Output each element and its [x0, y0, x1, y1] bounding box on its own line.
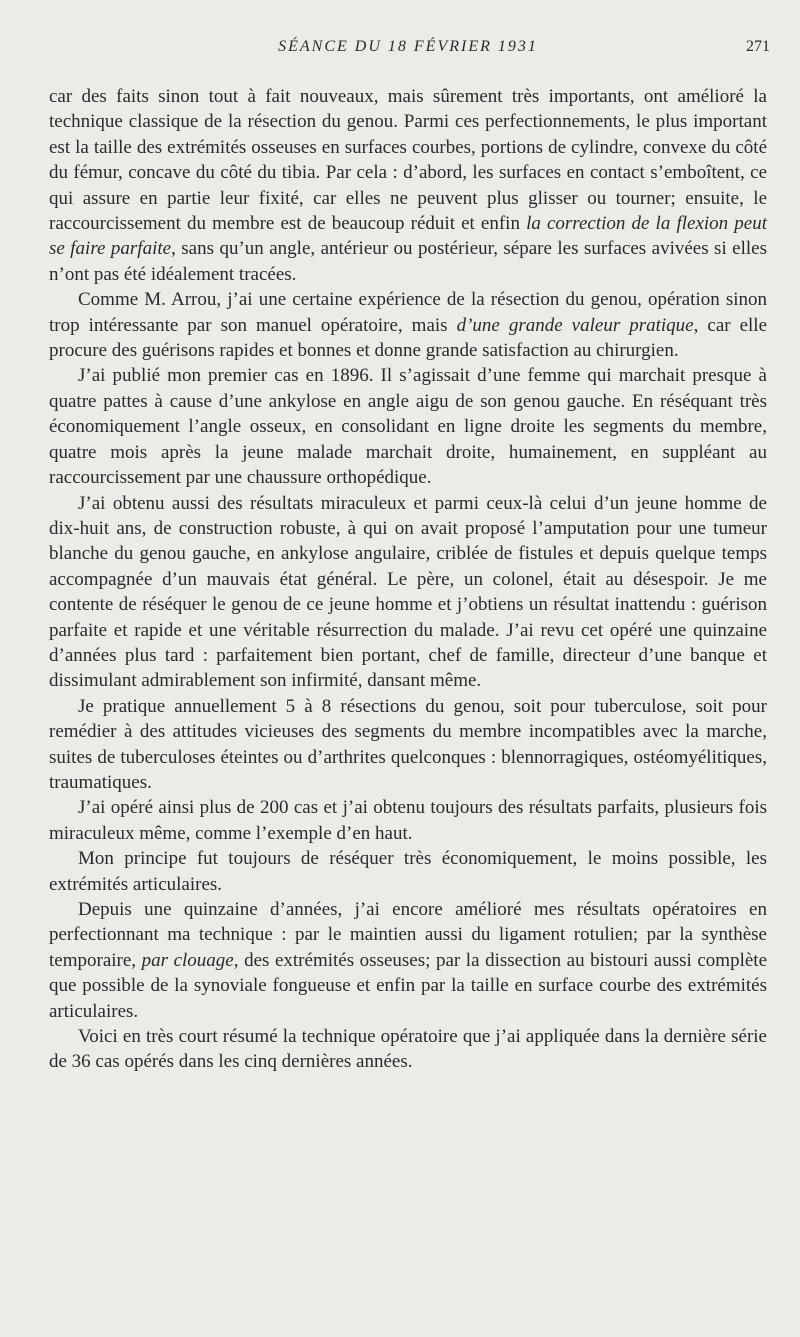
- paragraph: J’ai obtenu aussi des résultats miraculeux et parmi ceux-là celui d’un jeune homme de dix-huit ans, de construction robuste, à qui on avait proposé l’amputation pour une tumeur blanche du genou gauche, en ankylose angulaire, criblée de fistules et depuis quelque temps accompagnée d’un mauvais état général. Le père, un colonel, était au désespoir. Je me contente de réséquer le genou de ce jeune homme et j’obtiens un résultat inattendu : guérison parfaite et rapide et une véritable résurrection du malade. J’ai revu cet opéré une quinzaine d’années plus tard : parfaitement bien portant, chef de famille, directeur d’une banque et dissimulant admirablement son infirmité, dansant même.: [49, 492, 767, 692]
- paragraph: Mon principe fut toujours de réséquer très économiquement, le moins possible, les extrémités articulaires.: [49, 848, 767, 895]
- page-header: [48, 38, 768, 64]
- paragraph: Je pratique annuellement 5 à 8 résections du genou, soit pour tuberculose, soit pour remédier à des attitudes vicieuses des segments du membre incompatibles avec la marche, suites de tuberculoses éteintes ou d’arthrites quelconques : blennorragiques, ostéomyélitiques, traumatiques.: [49, 695, 767, 793]
- paragraph: car des faits sinon tout à fait nouveaux, mais sûrement très importants, ont amélioré la technique classique de la résection du genou. Parmi ces perfectionnements, le plus important est la taille des extrémités osseuses en surfaces courbes, portions de cylindre, convexe du côté du fémur, concave du côté du tibia. Par cela : d’abord, les surfaces en contact s’emboîtent, ce qui assure en partie leur fixité, car elles ne peuvent plus glisser ou tourner; ensuite, le raccourcissement du membre est de beaucoup réduit et enfin la correction de la flexion peut se faire parfaite, sans qu’un angle, antérieur ou postérieur, sépare les surfaces avivées si elles n’ont pas été idéalement tracées.: [49, 86, 767, 285]
- paragraph: J’ai opéré ainsi plus de 200 cas et j’ai obtenu toujours des résultats parfaits, plusieurs fois miraculeux même, comme l’exemple d’en haut.: [49, 797, 767, 844]
- paragraph: J’ai publié mon premier cas en 1896. Il s’agissait d’une femme qui marchait presque à quatre pattes à cause d’une ankylose en angle aigu de son genou gauche. En réséquant très économiquement l’angle osseux, en consolidant en ligne droite les segments du membre, quatre mois après la jeune malade marchait droite, humainement, en suppléant au raccourcissement par une chaussure orthopédique.: [49, 365, 767, 489]
- paragraph: Comme M. Arrou, j’ai une certaine expérience de la résection du genou, opération sinon trop intéressante par son manuel opératoire, mais d’une grande valeur pratique, car elle procure des guérisons rapides et bonnes et donne grande satisfaction au chirurgien.: [49, 289, 768, 362]
- paragraph: Depuis une quinzaine d’années, j’ai encore amélioré mes résultats opératoires en perfectionnant ma technique : par le maintien aussi du ligament rotulien; par la synthèse temporaire, par clouage, des extrémités osseuses; par la dissection au bistouri aussi complète que possible de la synoviale fongueuse et enfin par la taille en surface courbe des extrémités articulaires.: [49, 899, 768, 1022]
- page-number: 271: [746, 38, 770, 55]
- paragraph: Voici en très court résumé la technique opératoire que j’ai appliquée dans la dernière série de 36 cas opérés dans les cinq dernières années.: [49, 1026, 767, 1073]
- running-title: SÉANCE DU 18 FÉVRIER 1931: [278, 38, 538, 55]
- body-text: [49, 84, 767, 1075]
